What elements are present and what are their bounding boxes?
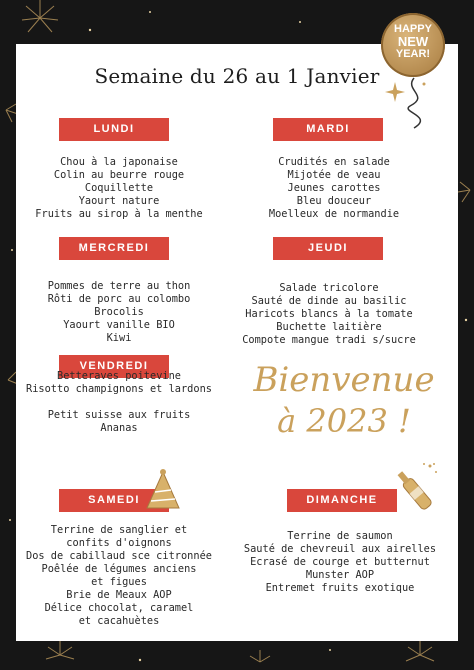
menu-item: Yaourt vanille BIO bbox=[63, 319, 175, 331]
menu-items-vendredi bbox=[24, 370, 214, 435]
menu-item: et cacahuètes bbox=[78, 615, 160, 627]
menu-item: Dos de cabillaud sce citronnée bbox=[26, 550, 212, 562]
menu-items-mardi bbox=[234, 156, 434, 221]
badge-line-3: YEAR! bbox=[395, 48, 431, 60]
menu-item: Brocolis bbox=[94, 306, 144, 318]
menu-item: Crudités en salade bbox=[278, 156, 390, 168]
menu-item: Brie de Meaux AOP bbox=[66, 589, 172, 601]
menu-item: Fruits au sirop à la menthe bbox=[35, 208, 203, 220]
menu-item: Ecrasé de courge et butternut bbox=[250, 556, 430, 568]
badge-line-1: HAPPY bbox=[394, 23, 432, 35]
day-header-jeudi: JEUDI bbox=[273, 237, 383, 260]
menu-item: et figues bbox=[91, 576, 147, 588]
menu-item: Pommes de terre au thon bbox=[47, 280, 191, 292]
welcome-text bbox=[244, 360, 444, 442]
menu-item: Compote mangue tradi s/sucre bbox=[242, 334, 416, 346]
menu-item: Salade tricolore bbox=[279, 282, 379, 294]
party-hat-icon bbox=[143, 468, 183, 516]
menu-item: Bleu douceur bbox=[296, 195, 372, 207]
menu-items-dimanche bbox=[240, 530, 440, 595]
menu-item: Entremet fruits exotique bbox=[265, 582, 415, 594]
day-header-dimanche: DIMANCHE bbox=[287, 489, 397, 512]
menu-item: Ananas bbox=[100, 422, 138, 434]
menu-items-mercredi bbox=[24, 280, 214, 345]
menu-item: Mijotée de veau bbox=[287, 169, 381, 181]
menu-item: Petit suisse aux fruits bbox=[47, 409, 191, 421]
day-header-mardi: MARDI bbox=[273, 118, 383, 141]
menu-item: Terrine de sanglier et bbox=[50, 524, 188, 536]
page-title: Semaine du 26 au 1 Janvier bbox=[94, 64, 380, 88]
day-header-vendredi: VENDREDI bbox=[59, 355, 169, 378]
happy-new-year-badge bbox=[381, 13, 445, 77]
menu-item: Jeunes carottes bbox=[287, 182, 381, 194]
menu-item: Sauté de chevreuil aux airelles bbox=[243, 543, 437, 555]
menu-item: Colin au beurre rouge bbox=[53, 169, 185, 181]
champagne-bottle-icon bbox=[386, 460, 442, 516]
menu-item: Rôti de porc au colombo bbox=[47, 293, 191, 305]
menu-item: Haricots blancs à la tomate bbox=[245, 308, 413, 320]
menu-item: Poêlée de légumes anciens bbox=[41, 563, 197, 575]
menu-item: Betteraves poitevine bbox=[57, 370, 181, 382]
welcome-line-1: Bienvenue bbox=[253, 360, 435, 400]
menu-items-lundi bbox=[24, 156, 214, 221]
menu-item: Délice chocolat, caramel bbox=[44, 602, 194, 614]
menu-item: Chou à la japonaise bbox=[60, 156, 178, 168]
day-header-samedi: SAMEDI bbox=[59, 489, 169, 512]
balloon-string-icon bbox=[400, 76, 440, 146]
menu-item: confits d'oignons bbox=[66, 537, 172, 549]
menu-items-samedi bbox=[24, 524, 214, 628]
day-header-lundi: LUNDI bbox=[59, 118, 169, 141]
welcome-line-2: à 2023 ! bbox=[277, 402, 411, 440]
badge-line-2: NEW bbox=[397, 34, 429, 49]
menu-item: Yaourt nature bbox=[78, 195, 160, 207]
sparkle-icon bbox=[385, 82, 405, 102]
day-header-mercredi: MERCREDI bbox=[59, 237, 169, 260]
menu-item: Munster AOP bbox=[305, 569, 375, 581]
menu-item: Risotto champignons et lardons bbox=[26, 383, 212, 395]
menu-item: Moelleux de normandie bbox=[268, 208, 400, 220]
menu-item: Coquillette bbox=[84, 182, 154, 194]
menu-item bbox=[24, 396, 214, 409]
menu-items-jeudi bbox=[229, 282, 429, 347]
menu-item: Kiwi bbox=[106, 332, 132, 344]
menu-item: Terrine de saumon bbox=[287, 530, 393, 542]
menu-item: Sauté de dinde au basilic bbox=[251, 295, 407, 307]
menu-item: Buchette laitière bbox=[276, 321, 382, 333]
